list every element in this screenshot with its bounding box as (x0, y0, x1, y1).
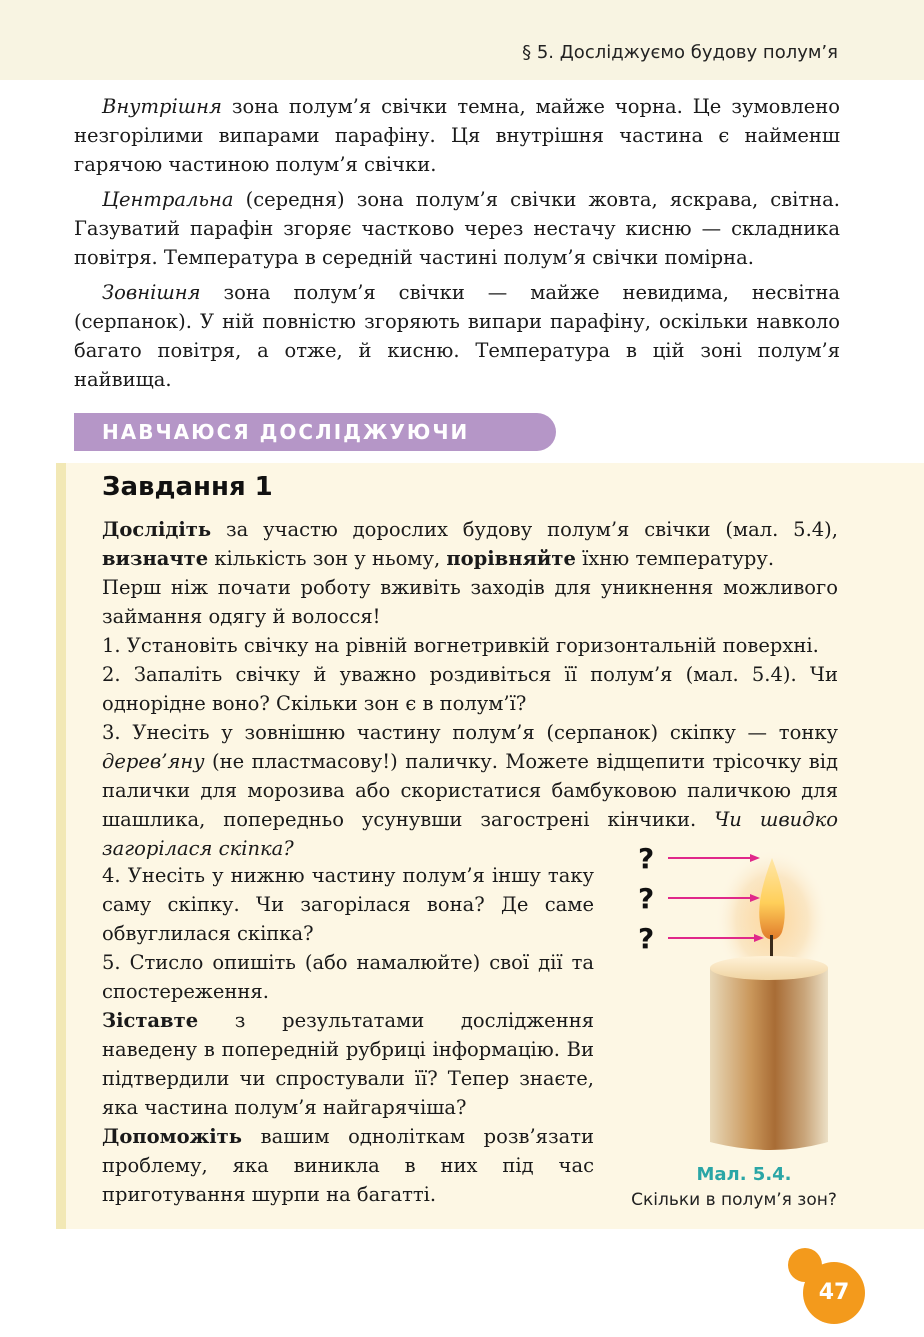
task-compare (102, 1006, 594, 1122)
text: вашим одноліткам розв’язати проблему, яка виникла в них під час приготування шурпи на багатті. (102, 1125, 594, 1206)
question-mark: ? (638, 882, 655, 915)
italic-question: Чи швидко загорілася скіпка? (102, 808, 838, 860)
text: за участю дорослих будову полум’я свічки (мал. 5.4), (211, 518, 838, 541)
paragraph-central-zone (74, 185, 840, 272)
task-body-narrow (102, 861, 594, 1209)
task-warning: Перш ніж почати роботу вживіть заходів для уникнення можливого займання одягу й волосся! (102, 576, 838, 628)
paragraph-inner-zone (74, 92, 840, 179)
task-help (102, 1122, 594, 1209)
bold-verb: визначте (102, 547, 209, 570)
paragraph-text: зона полум’я свічки темна, майже чорна. Це зумовлено незгорілими випарами парафіну. Ця внутрішня частина є найменш гарячою частиною полум’я свічки. (74, 95, 840, 176)
candle-top (710, 956, 828, 980)
bold-verb: Дослідіть (102, 518, 212, 541)
term-outer: Зовнішня (102, 281, 201, 304)
text: їхню температуру. (575, 547, 775, 570)
candle-figure (632, 840, 862, 1170)
wick (770, 935, 773, 957)
candle-illustration (632, 840, 862, 1170)
task-box-accent-bar (56, 463, 66, 1229)
question-mark: ? (638, 922, 655, 955)
term-central: Центральна (102, 188, 234, 211)
paragraph-text: зона полум’я свічки — майже невидима, несвітна (серпанок). У ній повністю згоряють випари парафіну, оскільки навколо багато повітря, а отже, й кисню. Температура в цій зоні полум’я найвища. (74, 281, 840, 391)
task-step-4: 4. Унесіть у нижню частину полум’я іншу таку саму скіпку. Чи загорілася вона? Де саме обвуглилася скіпка? (102, 864, 594, 945)
term-inner: Внутрішня (102, 95, 222, 118)
task-step-2: 2. Запаліть свічку й уважно роздивіться її полум’я (мал. 5.4). Чи однорідне воно? Скільки зон є в полум’ї? (102, 663, 838, 715)
bold-verb: порівняйте (446, 547, 576, 570)
figure-caption-number: Мал. 5.4. (696, 1164, 792, 1185)
section-banner-label: НАВЧАЮСЯ ДОСЛІДЖУЮЧИ (102, 420, 470, 444)
header-band (0, 0, 924, 80)
bold-verb: Зіставте (102, 1009, 199, 1032)
task-step-5: 5. Стисло опишіть (або намалюйте) свої дії та спостереження. (102, 951, 594, 1003)
question-mark: ? (638, 842, 655, 875)
task-body-full (102, 515, 838, 863)
candle-body (710, 960, 828, 1150)
text: кількість зон у ньому, (208, 547, 447, 570)
bold-verb: Допоможіть (102, 1125, 242, 1148)
intro-text (74, 92, 840, 400)
running-header: § 5. Досліджуємо будову полум’я (522, 42, 838, 63)
page-number: 47 (803, 1262, 865, 1324)
paragraph-text: (середня) зона полум’я свічки жовта, яскрава, світна. Газуватий парафін згоряє частково через нестачу кисню — складника повітря. Температура в середній частині полум’я свічки помірна. (74, 188, 840, 269)
task-intro (102, 515, 838, 573)
text: з результатами дослідження наведену в попередній рубриці інформацію. Ви підтвердили чи спростували її? Тепер знаєте, яка частина полум’я найгарячіша? (102, 1009, 594, 1119)
paragraph-outer-zone (74, 278, 840, 394)
task-step-1: 1. Установіть свічку на рівній вогнетривкій горизонтальній поверхні. (102, 634, 819, 657)
italic-term: дерев’яну (102, 750, 205, 773)
text: (не пластмасову!) паличку. Можете відщепити трісочку від палички для морозива або скористатися бамбуковою паличкою для шашлика, попередньо усунувши загострені кінчики. (102, 750, 838, 831)
figure-caption-text: Скільки в полум’я зон? (631, 1190, 837, 1210)
section-banner (74, 413, 556, 451)
text: 3. Унесіть у зовнішню частину полум’я (серпанок) скіпку — тонку (102, 721, 838, 744)
task-title: Завдання 1 (102, 472, 273, 502)
